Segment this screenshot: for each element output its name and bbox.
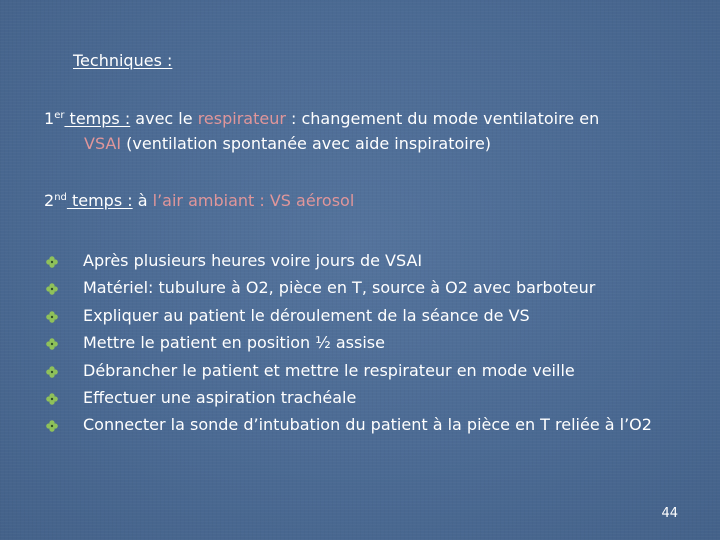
bullet-item: [46, 302, 676, 329]
slide-heading: Techniques :: [73, 51, 173, 70]
bullet-item: [46, 247, 676, 274]
bullet-item: [46, 274, 676, 301]
bullet-item: [46, 411, 676, 438]
bullet-list: [46, 247, 676, 439]
bullet-text: Effectuer une aspiration trachéale: [83, 388, 357, 408]
bullet-text: Connecter la sonde d’intubation du patient à la pièce en T reliée à l’O2: [83, 415, 652, 435]
step-1-text-b: : changement du mode ventilatoire en: [285, 109, 600, 128]
diamond-clover-bullet-icon: [46, 283, 58, 295]
diamond-clover-bullet-icon: [46, 420, 58, 432]
step-2-label: temps :: [66, 191, 133, 210]
step-1-number: 1: [44, 109, 55, 128]
bullet-text: Expliquer au patient le déroulement de la séance de VS: [83, 305, 530, 325]
diamond-clover-bullet-icon: [46, 256, 58, 268]
bullet-text: Après plusieurs heures voire jours de VSAI: [83, 251, 423, 270]
diamond-clover-bullet-icon: [46, 366, 58, 378]
step-2-number: 2: [44, 191, 55, 210]
diamond-clover-bullet-icon: [46, 338, 58, 350]
step-2-paragraph: [44, 188, 684, 213]
diamond-clover-bullet-icon: [46, 311, 58, 323]
bullet-text: Débrancher le patient et mettre le respirateur en mode veille: [83, 360, 575, 380]
step-2-superscript: nd: [54, 192, 67, 203]
step-1-text-c: (ventilation spontanée avec aide inspiratoire): [121, 134, 492, 153]
step-1-continuation: [44, 131, 684, 156]
step-1-label: temps :: [64, 109, 131, 128]
step-1-highlight-respirateur: respirateur: [197, 109, 286, 128]
step-1-text-a: avec le: [130, 109, 198, 128]
bullet-text: Mettre le patient en position ½ assise: [83, 333, 385, 353]
step-2-highlight: l’air ambiant : VS aérosol: [152, 191, 355, 210]
bullet-item: [46, 357, 676, 384]
step-2-text-a: à: [132, 191, 153, 210]
page-number: 44: [661, 506, 678, 521]
diamond-clover-bullet-icon: [46, 393, 58, 405]
bullet-item: [46, 329, 676, 356]
bullet-text: Matériel: tubulure à O2, pièce en T, source à O2 avec barboteur: [83, 278, 596, 298]
bullet-item: [46, 384, 676, 411]
step-1-paragraph: [44, 106, 684, 156]
step-1-highlight-vsai: VSAI: [84, 134, 122, 153]
step-1-superscript: er: [54, 110, 65, 121]
